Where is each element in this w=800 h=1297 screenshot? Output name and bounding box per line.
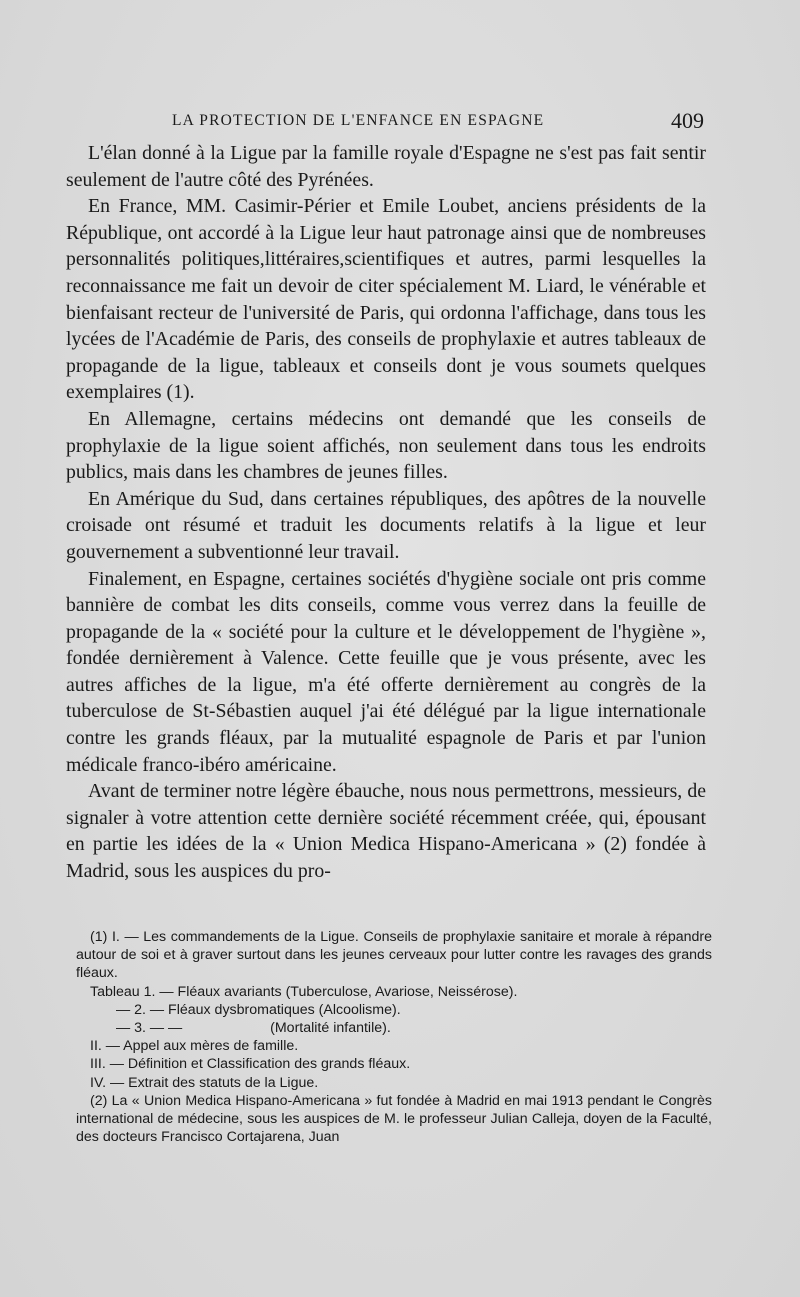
running-title: LA PROTECTION DE L'ENFANCE EN ESPAGNE xyxy=(172,112,545,129)
body-text xyxy=(66,140,706,885)
paragraph: L'élan donné à la Ligue par la famille royale d'Espagne ne s'est pas fait sentir seulement de l'autre côté des Pyrénées. xyxy=(66,142,706,191)
page-number: 409 xyxy=(671,108,704,133)
footnote-item-4: IV. — Extrait des statuts de la Ligue. xyxy=(90,1074,319,1091)
footnote-tableau-2: — 2. — Fléaux dysbromatiques (Alcoolisme). xyxy=(116,1001,401,1018)
footnote-2: (2) La « Union Medica Hispano-Americana » fut fondée à Madrid en mai 1913 pendant le Congrès international de médecine, sous les auspices de M. le professeur Julian Calleja, doyen de la Faculté, des docteurs Francisco Cortajarena, Juan xyxy=(76,1092,712,1146)
footnote-tableau-3-desc: (Mortalité infantile). xyxy=(270,1020,391,1037)
paragraph: En Allemagne, certains médecins ont demandé que les conseils de prophylaxie de la ligue soient affichés, non seulement dans tous les endroits publics, mais dans les chambres de jeunes filles. xyxy=(66,407,706,484)
footnote-tableau-1: Tableau 1. — Fléaux avariants (Tuberculose, Avariose, Neissérose). xyxy=(90,983,518,1000)
footnote-tableau-3 xyxy=(76,1019,712,1037)
paragraph: Finalement, en Espagne, certaines sociétés d'hygiène sociale ont pris comme bannière de combat les dits conseils, comme vous verrez dans la feuille de propagande de la « société pour la culture et le développement de l'hygiène », fondée dernièrement à Valence. Cette feuille que je vous présente, avec les autres affiches de la ligue, m'a été offerte dernièrement au congrès de la tuberculose de St-Sébastien auquel j'ai été délégué par la ligue internationale contre les grands fléaux, par la mutualité espagnole de Paris et par l'union médicale franco-ibéro américaine. xyxy=(66,567,706,776)
paragraph: En Amérique du Sud, dans certaines républiques, des apôtres de la nouvelle croisade ont résumé et traduit les documents relatifs à la ligue et leur gouvernement a subventionné leur travail. xyxy=(66,487,706,563)
footnote-1: (1) I. — Les commandements de la Ligue. Conseils de prophylaxie sanitaire et morale à répandre autour de soi et à graver surtout dans les jeunes cerveaux pour lutter contre les ravages des grands fléaux. xyxy=(76,929,712,982)
footnote-item-2: II. — Appel aux mères de famille. xyxy=(90,1038,299,1055)
paragraph: En France, MM. Casimir-Périer et Emile Loubet, anciens présidents de la République, ont accordé à la Ligue leur haut patronage ainsi que de nombreuses personnalités politiques,littéraires,scientifiques et autres, parmi lesquelles la reconnaissance me fait un devoir de citer spécialement M. Liard, le vénérable et bienfaisant recteur de l'université de Paris, qui ordonna l'affichage, dans tous les lycées de l'Académie de Paris, des conseils de prophylaxie et autres tableaux de propagande de la ligue, tableaux et conseils dont je vous soumets quelques exemplaires (1). xyxy=(66,195,706,404)
paragraph: Avant de terminer notre légère ébauche, nous nous permettrons, messieurs, de signaler à votre attention cette dernière société récemment créée, qui, épousant en partie les idées de la « Union Medica Hispano-Americana » (2) fondée à Madrid, sous les auspices du pro- xyxy=(66,780,706,883)
running-header xyxy=(172,108,704,136)
footnote-item-3: III. — Définition et Classification des grands fléaux. xyxy=(90,1056,411,1073)
footnotes xyxy=(76,928,712,1146)
footnote-tableau-3-label: — 3. — — xyxy=(116,1020,183,1037)
